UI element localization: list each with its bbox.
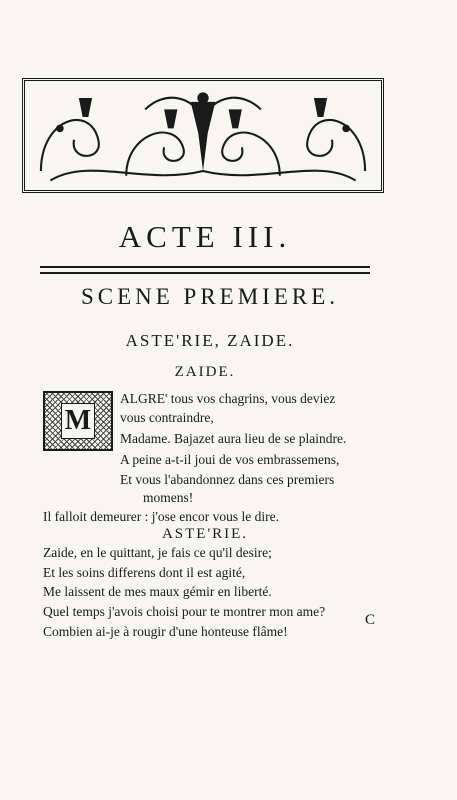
verse-line: A peine a-t-il joui de vos embrassemens, xyxy=(120,452,340,467)
verse-line: Il falloit demeurer : j'ose encor vous le dire. xyxy=(43,509,279,524)
verse-line: momens! xyxy=(143,490,194,505)
catchword: C xyxy=(365,612,376,628)
verse-line: vous contraindre, xyxy=(120,410,214,425)
verse-line: Madame. Bajazet aura lieu de se plaindre. xyxy=(120,431,347,446)
speaker-name: ZAIDE. xyxy=(174,364,236,380)
drop-cap xyxy=(43,391,113,451)
verse-line: Et vous l'abandonnez dans ces premiers xyxy=(120,472,335,487)
characters-heading: ASTE'RIE, ZAIDE. xyxy=(125,331,295,350)
scene-title: SCENE PREMIERE. xyxy=(80,284,340,309)
double-rule-divider xyxy=(40,266,370,274)
verse-line: Quel temps j'avois choisi pour te montrer mon ame? xyxy=(43,604,326,619)
verse-line: Zaide, en le quittant, je fais ce qu'il desire; xyxy=(43,545,272,560)
verse-line: ALGRE' tous vos chagrins, vous deviez xyxy=(120,391,336,406)
verse-line: Combien ai-je à rougir d'une honteuse flâme! xyxy=(43,624,288,639)
speaker-name: ASTE'RIE. xyxy=(161,526,249,542)
ornament-scrollwork-icon xyxy=(25,81,381,190)
act-title: ACTE III. xyxy=(118,219,292,254)
drop-cap-letter: M xyxy=(61,403,95,439)
verse-line: Me laissent de mes maux gémir en liberté. xyxy=(43,584,272,599)
verse-line: Et les soins differens dont il est agité, xyxy=(43,565,246,580)
headpiece-ornament xyxy=(22,78,384,193)
